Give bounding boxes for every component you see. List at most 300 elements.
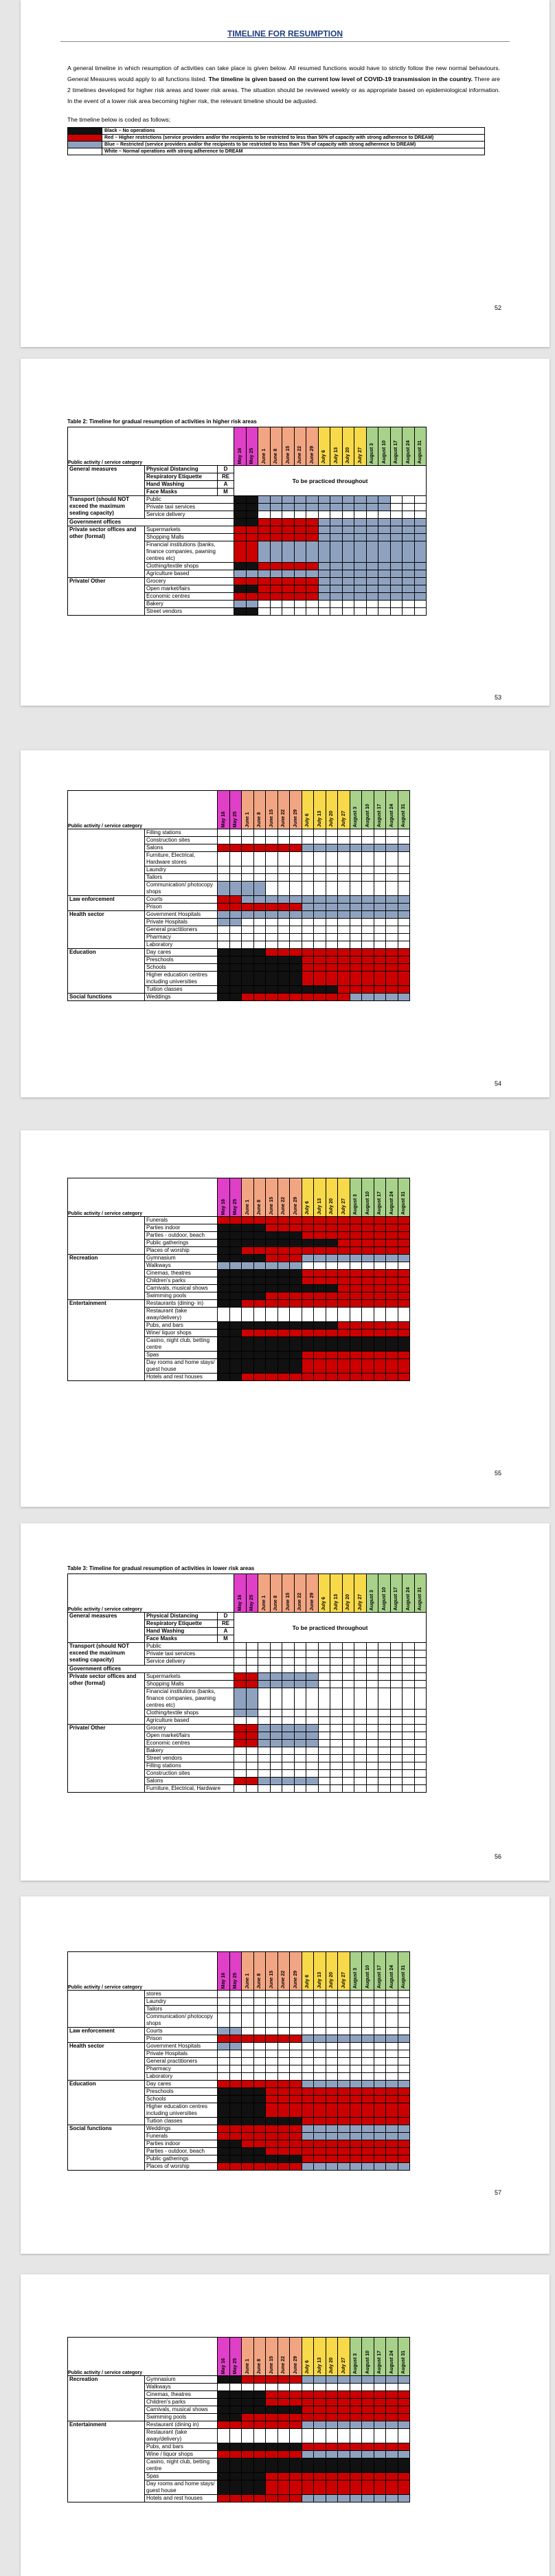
status-cell [278,2399,290,2406]
status-cell [266,1322,278,1330]
table-header-row [68,1178,410,1217]
status-cell [246,1643,258,1650]
status-cell [253,1359,266,1374]
status-cell [294,608,306,616]
status-cell [386,2480,398,2495]
status-cell [218,2459,230,2473]
date-column-header [390,427,403,466]
status-cell [366,1755,378,1762]
activity-name: Bakery [145,601,234,608]
status-cell [330,1673,343,1681]
status-cell [398,926,410,934]
status-cell [354,1688,367,1710]
status-cell [354,1710,367,1717]
status-cell [342,1688,354,1710]
status-cell [282,1770,295,1778]
activity-name: Laundry [145,866,218,874]
status-cell [234,1785,247,1793]
status-cell [290,1285,302,1292]
status-cell [330,504,343,511]
status-cell [414,1643,427,1650]
status-cell [398,956,410,964]
status-cell [218,2421,230,2429]
status-cell [253,2391,266,2399]
status-cell [302,2088,314,2096]
status-cell [398,986,410,994]
status-cell [374,941,386,949]
status-cell [302,1374,314,1381]
status-cell [258,534,271,541]
status-cell [229,956,242,964]
date-label: May 16 [237,447,242,464]
status-cell [234,496,247,504]
status-cell [390,593,403,601]
status-cell [378,496,391,504]
date-label: June 15 [269,2355,274,2374]
status-cell [218,949,230,956]
status-cell [218,1991,230,1998]
status-cell [253,866,266,874]
status-cell [306,1717,319,1725]
date-column-header [378,1574,391,1613]
status-cell [362,844,374,852]
activity-name: Prison [145,2035,218,2043]
status-cell [314,2399,326,2406]
status-cell [386,2103,398,2118]
status-cell [326,1292,338,1300]
status-cell [398,2459,410,2473]
status-cell [414,1770,427,1778]
status-cell [386,1292,398,1300]
status-cell [242,882,254,896]
status-cell [302,934,314,941]
status-cell [290,2073,302,2081]
status-cell [314,2125,326,2133]
status-cell [229,2118,242,2125]
status-cell [390,1732,403,1740]
status-cell [246,593,258,601]
status-cell [302,994,314,1001]
status-cell [354,519,367,526]
date-column-header [266,2338,278,2376]
status-cell [218,1240,230,1247]
status-cell [290,1374,302,1381]
status-cell [366,1673,378,1681]
status-cell [302,1217,314,1224]
status-cell [242,934,254,941]
status-cell [282,1650,295,1658]
status-cell [362,2391,374,2399]
status-cell [314,2043,326,2050]
status-cell [362,964,374,972]
activity-name: stores [145,1991,218,1998]
status-cell [278,2103,290,2118]
activity-name: Pubs, and bars [145,2443,218,2451]
date-label: June 29 [293,1196,298,1215]
date-column-header [398,1178,410,1217]
timeline-table [67,2337,410,2502]
status-cell [218,994,230,1001]
status-cell [342,541,354,563]
status-cell [398,2163,410,2171]
status-cell [266,874,278,882]
status-cell [398,934,410,941]
status-cell [354,1785,367,1793]
status-cell [398,2384,410,2391]
status-cell [362,934,374,941]
status-cell [302,964,314,972]
status-cell [234,1650,247,1658]
status-cell [354,578,367,585]
status-cell [362,882,374,896]
status-cell [294,601,306,608]
status-cell [242,866,254,874]
status-cell [398,2443,410,2451]
date-column-header [290,2338,302,2376]
status-cell [366,593,378,601]
status-cell [302,1255,314,1262]
status-cell [338,866,350,874]
status-cell [229,1300,242,1308]
status-cell [350,2480,362,2495]
table-header-row [68,1574,427,1613]
status-cell [306,1770,319,1778]
status-cell [374,2429,386,2443]
legend-text: Red – Higher restrictions (service providers and/or the recipients to be restricted to less than 50% of capacity with strong adherence to DREAM) [102,135,485,142]
date-label: July 13 [317,1972,322,1989]
timeline-table [67,1573,427,1793]
date-column-header [266,791,278,829]
activity-name: Private taxi services [145,1650,234,1658]
activity-name: Private Hospitals [145,2050,218,2058]
status-cell [362,1991,374,1998]
status-cell [314,2065,326,2073]
status-cell [374,2391,386,2399]
table-row [68,1725,427,1732]
status-cell [374,964,386,972]
date-column-header [338,1952,350,1991]
status-cell [398,1255,410,1262]
status-cell [218,2088,230,2096]
status-cell [398,1292,410,1300]
status-cell [362,1232,374,1240]
status-cell [403,1673,415,1681]
activity-name: Private Hospitals [145,919,218,926]
status-cell [414,541,427,563]
status-cell [338,1352,350,1359]
status-cell [218,1352,230,1359]
status-cell [362,956,374,964]
page-title: TIMELINE FOR RESUMPTION [227,29,343,38]
status-cell [282,1755,295,1762]
status-cell [342,511,354,519]
status-cell [378,1717,391,1725]
status-cell [278,1300,290,1308]
status-cell [270,1732,282,1740]
status-cell [386,2495,398,2502]
status-cell [253,2050,266,2058]
status-cell [302,1337,314,1352]
status-cell [278,896,290,904]
status-cell [294,1673,306,1681]
status-cell [338,2480,350,2495]
status-cell [378,593,391,601]
activity-name: Construction sites [145,837,218,844]
status-cell [290,2050,302,2058]
status-cell [278,2495,290,2502]
status-cell [378,1688,391,1710]
status-cell [338,2495,350,2502]
status-cell [338,852,350,866]
status-cell [326,2125,338,2133]
status-cell [253,2096,266,2103]
status-cell [302,866,314,874]
status-cell [350,1247,362,1255]
status-cell [282,1725,295,1732]
status-cell [326,2013,338,2028]
date-label: August 31 [401,1191,407,1215]
status-cell [302,2451,314,2459]
activity-name: Public gatherings [145,2155,218,2163]
date-label: August 24 [405,440,411,464]
status-cell [354,526,367,534]
status-cell [258,541,271,563]
status-cell [294,504,306,511]
status-cell [374,2050,386,2058]
status-cell [318,1755,330,1762]
status-cell [403,563,415,570]
status-cell [326,904,338,911]
status-cell [258,1666,271,1673]
status-cell [290,2118,302,2125]
status-cell [374,1270,386,1277]
status-cell [234,1710,247,1717]
activity-name: Street vendors [145,608,234,616]
status-cell [342,504,354,511]
status-cell [253,1262,266,1270]
category-cell: Transport (should NOT exceed the maximum seating capacity) [68,496,145,519]
status-cell [229,2073,242,2081]
date-label: June 22 [297,1592,303,1611]
status-cell [258,608,271,616]
status-cell [218,1330,230,1337]
status-cell [354,1762,367,1770]
status-cell [306,1710,319,1717]
status-cell [218,972,230,986]
status-cell [270,511,282,519]
status-cell [362,1322,374,1330]
status-cell [242,986,254,994]
status-cell [218,2073,230,2081]
status-cell [374,2065,386,2073]
status-cell [330,1658,343,1666]
status-cell [390,578,403,585]
status-cell [374,1247,386,1255]
status-cell [354,504,367,511]
status-cell [414,1732,427,1740]
status-cell [258,578,271,585]
status-cell [386,2035,398,2043]
status-cell [374,2088,386,2096]
status-cell [266,1292,278,1300]
status-cell [314,2406,326,2414]
status-cell [242,1240,254,1247]
status-cell [374,896,386,904]
status-cell [314,2451,326,2459]
status-cell [398,2421,410,2429]
date-column-header [234,427,247,466]
status-cell [229,1285,242,1292]
status-cell [218,2451,230,2459]
activity-name: Higher education centres including universities [145,972,218,986]
status-cell [414,1666,427,1673]
activity-name: Financial institutions (banks, finance companies, pawning centres etc) [145,541,234,563]
status-cell [290,852,302,866]
status-cell [326,2118,338,2125]
status-cell [270,541,282,563]
status-cell [246,1755,258,1762]
date-column-header [338,791,350,829]
date-column-header [350,1178,362,1217]
status-cell [229,2133,242,2140]
activity-name: Grocery [145,578,234,585]
table-row [68,2043,410,2050]
date-label: June 22 [281,809,286,827]
status-cell [246,601,258,608]
activity-name: Tailors [145,874,218,882]
status-cell [253,2035,266,2043]
status-cell [282,504,295,511]
status-cell [398,1224,410,1232]
status-cell [314,2006,326,2013]
date-column-header [290,791,302,829]
status-cell [326,2035,338,2043]
status-cell [246,1688,258,1710]
status-cell [326,2414,338,2421]
status-cell [266,2451,278,2459]
status-cell [398,2480,410,2495]
date-column-header [403,427,415,466]
status-cell [229,2096,242,2103]
status-cell [314,2414,326,2421]
status-cell [290,2043,302,2050]
status-cell [350,2376,362,2384]
status-cell [390,1762,403,1770]
date-column-header [386,1952,398,1991]
status-cell [278,2096,290,2103]
general-measure-code: M [218,1635,234,1643]
status-cell [354,1755,367,1762]
status-cell [270,1643,282,1650]
status-cell [414,570,427,578]
status-cell [314,1359,326,1374]
status-cell [253,837,266,844]
status-cell [253,911,266,919]
status-cell [318,1688,330,1710]
activity-name: Walkways [145,1262,218,1270]
status-cell [270,1666,282,1673]
date-label: June 1 [245,2358,250,2374]
status-cell [362,874,374,882]
intro-text-1: A general timeline in which resumption of activities can take place is given below. All resumed functions would have to strictly follow the new normal behaviours. General Measures would apply to all functions listed. [67,65,500,82]
status-cell [326,1262,338,1270]
color-legend [67,127,485,155]
status-cell [246,534,258,541]
status-cell [229,911,242,919]
table-row [68,1643,427,1650]
status-cell [302,1292,314,1300]
status-cell [398,1285,410,1292]
status-cell [229,2065,242,2073]
status-cell [398,2429,410,2443]
status-cell [374,1285,386,1292]
status-cell [386,2406,398,2414]
status-cell [314,2429,326,2443]
status-cell [354,1717,367,1725]
status-cell [306,1666,319,1673]
status-cell [229,1224,242,1232]
status-cell [218,2050,230,2058]
activity-name: Places of worship [145,1247,218,1255]
status-cell [362,2443,374,2451]
status-cell [266,2421,278,2429]
status-cell [246,1658,258,1666]
status-cell [290,2013,302,2028]
status-cell [294,541,306,563]
status-cell [398,866,410,874]
status-cell [266,1359,278,1374]
status-cell [229,1240,242,1247]
status-cell [290,2065,302,2073]
status-cell [242,2399,254,2406]
status-cell [378,1725,391,1732]
activity-name: Clothing/textile shops [145,1710,234,1717]
status-cell [378,1681,391,1688]
status-cell [278,911,290,919]
status-cell [386,2399,398,2406]
status-cell [218,2148,230,2155]
status-cell [278,837,290,844]
status-cell [278,1374,290,1381]
status-cell [290,2429,302,2443]
activity-name: Construction sites [145,1770,234,1778]
date-column-header [229,2338,242,2376]
status-cell [266,829,278,837]
status-cell [253,2399,266,2406]
status-cell [403,585,415,593]
status-cell [234,519,247,526]
status-cell [302,1308,314,1322]
date-label: August 3 [370,443,375,464]
status-cell [330,1681,343,1688]
status-cell [362,896,374,904]
activity-name: Parties - outdoor, beach [145,2148,218,2155]
status-cell [266,2140,278,2148]
status-cell [294,578,306,585]
activity-name: Gymnasium [145,2376,218,2384]
status-cell [342,1762,354,1770]
status-cell [218,837,230,844]
status-cell [398,2414,410,2421]
status-cell [386,2125,398,2133]
status-cell [362,1270,374,1277]
status-cell [362,829,374,837]
status-cell [386,2118,398,2125]
date-label: July 6 [305,1975,310,1989]
status-cell [302,2096,314,2103]
activity-name: Day rooms and home stays/ guest house [145,1359,218,1374]
status-cell [326,2140,338,2148]
